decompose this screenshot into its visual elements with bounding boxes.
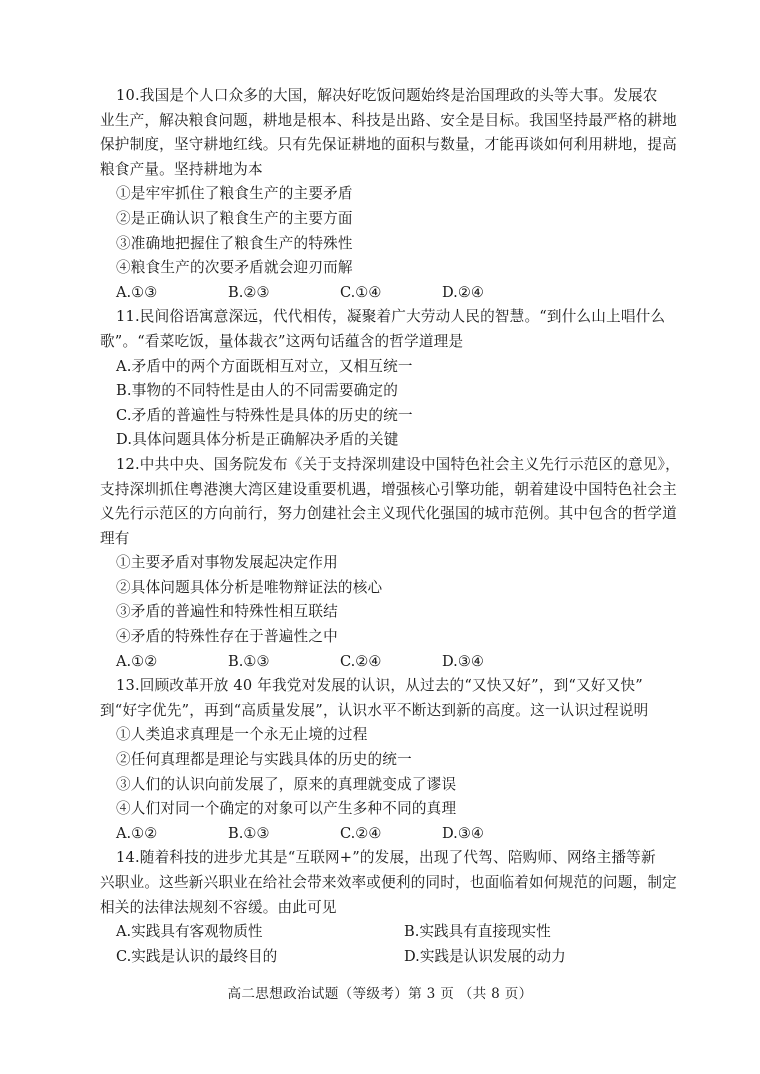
question-13-statement-1: ①人类追求真理是一个永无止境的过程 <box>116 726 368 744</box>
question-13-stem-line-1: 13.回顾改革开放 40 年我党对发展的认识，从过去的“又快又好”，到“又好又快” <box>116 677 643 695</box>
question-12-statement-3: ③矛盾的普遍性和特殊性相互联结 <box>116 603 338 621</box>
question-14-stem-line-3: 相关的法律法规刻不容缓。由此可见 <box>100 898 337 916</box>
question-12-statement-2: ②具体问题具体分析是唯物辩证法的核心 <box>116 578 383 596</box>
question-12-choice-a[interactable]: A.①② <box>116 652 158 670</box>
question-10-stem-line-1: 10.我国是个人口众多的大国，解决好吃饭问题始终是治国理政的头等大事。发展农 <box>116 87 658 104</box>
question-10-statement-2: ②是正确认识了粮食生产的主要方面 <box>116 209 353 227</box>
exam-content <box>100 84 686 969</box>
question-12 <box>100 453 686 674</box>
question-10-stem-line-2: 业生产，解决粮食问题，耕地是根本、科技是出路、安全是目标。我国坚持最严格的耕地 <box>100 111 677 129</box>
question-13-statement-2: ②任何真理都是理论与实践具体的历史的统一 <box>116 751 412 769</box>
question-10-statement-1: ①是牢牢抓住了粮食生产的主要矛盾 <box>116 185 353 203</box>
question-13-statement-4: ④人们对同一个确定的对象可以产生多种不同的真理 <box>116 800 457 818</box>
question-14-stem-line-1: 14.随着科技的进步尤其是“互联网+”的发展，出现了代驾、陪购师、网络主播等新 <box>116 849 656 867</box>
question-12-stem-line-4: 理有 <box>100 529 130 547</box>
question-10-stem-line-3: 保护制度，坚守耕地红线。只有先保证耕地的面积与数量，才能再谈如何利用耕地，提高 <box>100 136 677 154</box>
question-13-choice-a[interactable]: A.①② <box>116 824 158 842</box>
question-11-stem-line-1: 11.民间俗语寓意深远，代代相传，凝聚着广大劳动人民的智慧。“到什么山上唱什么 <box>116 308 666 326</box>
question-11-option-b[interactable]: B.事物的不同特性是由人的不同需要确定的 <box>116 382 399 400</box>
question-12-stem-line-2: 支持深圳抓住粤港澳大湾区建设重要机遇，增强核心引擎功能，朝着建设中国特色社会主 <box>100 480 677 498</box>
question-11-option-a[interactable]: A.矛盾中的两个方面既相互对立，又相互统一 <box>116 357 413 375</box>
question-14-option-a[interactable]: A.实践具有客观物质性 <box>116 923 263 941</box>
question-14-option-b[interactable]: B.实践具有直接现实性 <box>404 923 551 941</box>
question-10-choice-d[interactable]: D.②④ <box>442 283 484 301</box>
question-13-choice-d[interactable]: D.③④ <box>442 824 484 842</box>
question-10 <box>100 84 686 305</box>
question-14-options-row-2 <box>116 945 686 970</box>
question-13-choice-c[interactable]: C.②④ <box>340 824 382 842</box>
question-12-choice-d[interactable]: D.③④ <box>442 652 484 670</box>
question-13-choices <box>116 822 686 847</box>
question-12-statement-4: ④矛盾的特殊性存在于普遍性之中 <box>116 628 338 646</box>
question-13-stem-line-2: 到“好字优先”，再到“高质量发展”，认识水平不断达到新的高度。这一认识过程说明 <box>100 701 649 719</box>
question-12-stem-line-3: 义先行示范区的方向前行，努力创建社会主义现代化强国的城市范例。其中包含的哲学道 <box>100 505 677 523</box>
question-13-choice-b[interactable]: B.①③ <box>228 824 270 842</box>
question-14 <box>100 846 686 969</box>
question-13 <box>100 674 686 846</box>
question-12-choice-b[interactable]: B.①③ <box>228 652 270 670</box>
page-footer: 高二思想政治试题（等级考）第 3 页 （共 8 页） <box>227 986 533 1002</box>
question-10-statement-3: ③准确地把握住了粮食生产的特殊性 <box>116 234 353 252</box>
question-11-option-d[interactable]: D.具体问题具体分析是正确解决矛盾的关键 <box>116 431 399 449</box>
question-14-option-c[interactable]: C.实践是认识的最终目的 <box>116 947 278 965</box>
question-11-stem-line-2: 歌”。“看菜吃饭，量体裁衣”这两句话蕴含的哲学道理是 <box>100 332 464 350</box>
question-12-choice-c[interactable]: C.②④ <box>340 652 382 670</box>
question-11 <box>100 305 686 453</box>
question-10-statement-4: ④粮食生产的次要矛盾就会迎刃而解 <box>116 259 353 277</box>
question-10-choice-c[interactable]: C.①④ <box>340 283 382 301</box>
question-14-options-row-1 <box>116 920 686 945</box>
question-14-option-d[interactable]: D.实践是认识发展的动力 <box>404 947 566 965</box>
question-11-option-c[interactable]: C.矛盾的普遍性与特殊性是具体的历史的统一 <box>116 406 413 424</box>
question-14-stem-line-2: 兴职业。这些新兴职业在给社会带来效率或便利的同时，也面临着如何规范的问题，制定 <box>100 874 677 891</box>
question-12-choices <box>116 650 686 675</box>
question-10-choice-a[interactable]: A.①③ <box>116 283 158 301</box>
question-10-choices <box>116 281 686 306</box>
question-10-stem-line-4: 粮食产量。坚持耕地为本 <box>100 160 263 178</box>
question-12-statement-1: ①主要矛盾对事物发展起决定作用 <box>116 554 338 572</box>
question-10-choice-b[interactable]: B.②③ <box>228 283 270 301</box>
question-13-statement-3: ③人们的认识向前发展了，原来的真理就变成了谬误 <box>116 775 457 793</box>
question-12-stem-line-1: 12.中共中央、国务院发布《关于支持深圳建设中国特色社会主义先行示范区的意见》， <box>116 455 680 473</box>
